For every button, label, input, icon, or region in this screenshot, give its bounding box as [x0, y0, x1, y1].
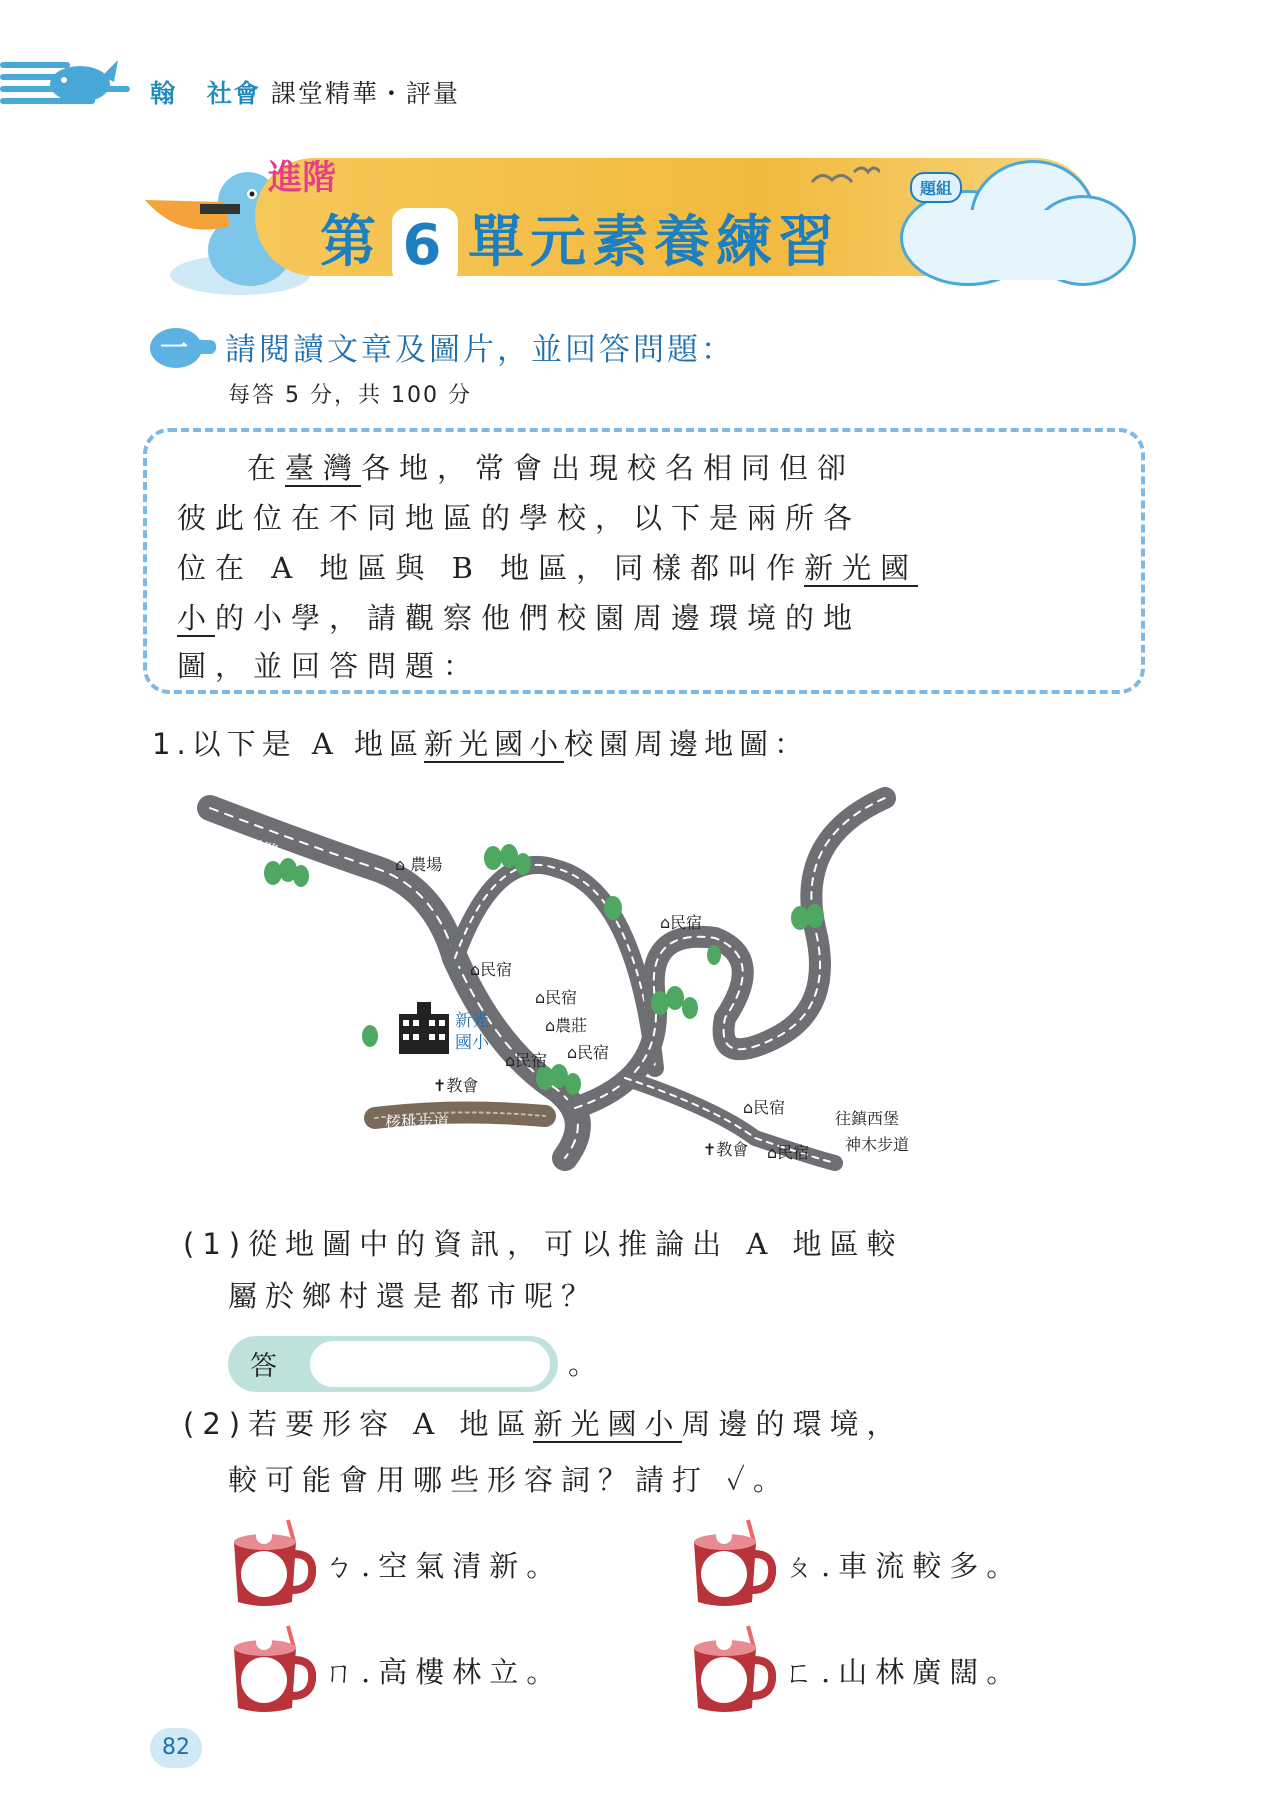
section-instruction: 請閱讀文章及圖片，並回答問題：: [225, 332, 735, 368]
bnb-label: ⌂民宿: [470, 960, 513, 979]
header-brand: 翰: [150, 79, 178, 108]
bnb-label: ⌂民宿: [743, 1098, 786, 1117]
answer-label: 答: [250, 1351, 277, 1382]
school-name: 新光國: [804, 551, 919, 585]
question-1: 1.以下是 A 地區新光國小校園周邊地圖：: [152, 727, 810, 761]
header-stripes: [0, 50, 150, 110]
title-badge: 題組: [910, 172, 962, 203]
answer-period: 。: [568, 1347, 598, 1381]
passage-line-3: 位在 A 地區與 B 地區，同樣都叫作新光國: [177, 551, 919, 585]
option-label: ㄆ.車流較多。: [784, 1548, 1024, 1583]
question-1-1: (1)從地圖中的資訊，可以推論出 A 地區較: [183, 1227, 904, 1261]
score-note: 每答 5 分，共 100 分: [228, 383, 472, 408]
option-label: ㄅ.空氣清新。: [324, 1548, 564, 1583]
title-unit-number: 6: [392, 208, 458, 284]
passage-line-2: 彼此位在不同地區的學校，以下是兩所各: [177, 501, 862, 535]
option-a[interactable]: [228, 1518, 563, 1610]
cup-checkbox-icon[interactable]: [228, 1624, 316, 1716]
option-d[interactable]: [688, 1624, 1023, 1716]
option-b[interactable]: [688, 1518, 1023, 1610]
reading-passage: [143, 428, 1145, 694]
option-label: ㄇ.高樓林立。: [324, 1654, 564, 1689]
passage-line-5: 圖，並回答問題：: [177, 649, 482, 683]
header-series: 課堂精華・評量: [270, 79, 460, 108]
title-prefix: 第: [320, 210, 382, 275]
bnb-label: ⌂民宿: [535, 988, 578, 1007]
church-label: ✝教會: [703, 1140, 749, 1159]
bnb-label: ⌂民宿: [767, 1143, 810, 1162]
title-level: 進階: [268, 158, 336, 198]
question-1-1-line2: 屬於鄉村還是都市呢？: [228, 1279, 599, 1313]
bnb-label: ⌂民宿: [567, 1043, 610, 1062]
bnb-label: ⌂民宿: [660, 913, 703, 932]
farm-label: ⌂ 農場: [395, 855, 443, 874]
school-name: 新光國小: [533, 1407, 682, 1441]
title-suffix: 單元素養練習: [468, 210, 840, 275]
birds-icon: [810, 160, 880, 190]
cup-checkbox-icon[interactable]: [688, 1518, 776, 1610]
header-subject: 社會: [206, 79, 261, 108]
bnb-label: ⌂民宿: [505, 1051, 548, 1070]
passage-line-4: 小的小學，請觀察他們校園周邊環境的地: [177, 601, 862, 635]
option-c[interactable]: [228, 1624, 563, 1716]
exit-label: 往鎮西堡: [835, 1109, 900, 1128]
page-number: 82: [150, 1728, 202, 1768]
farmhouse-label: ⌂農莊: [545, 1016, 588, 1035]
area-map: [195, 778, 1105, 1198]
page-title: [320, 198, 840, 284]
cup-checkbox-icon[interactable]: [228, 1518, 316, 1610]
option-label: ㄈ.山林廣闊。: [784, 1654, 1024, 1689]
exit-label: 神木步道: [845, 1135, 910, 1154]
church-label: ✝教會: [433, 1076, 479, 1095]
section-marker: 一: [160, 331, 189, 364]
trail-label: 核桃步道: [385, 1113, 450, 1132]
question-1-2-line2: 較可能會用哪些形容詞？請打 ✓。: [228, 1463, 790, 1497]
school-label: 新光: [455, 1011, 489, 1031]
answer-field[interactable]: [310, 1341, 550, 1387]
road-label: 新光道路: [214, 829, 281, 862]
cup-checkbox-icon[interactable]: [688, 1624, 776, 1716]
school-label: 國小: [455, 1033, 489, 1053]
place-name: 臺灣: [285, 451, 362, 485]
whale-icon: [40, 46, 120, 106]
answer-box: [228, 1336, 558, 1392]
school-icon: [399, 1002, 449, 1054]
passage-line-1: 在臺灣各地，常會出現校名相同但卻: [247, 451, 856, 485]
school-name: 新光國小: [424, 727, 565, 761]
question-1-2: (2)若要形容 A 地區新光國小周邊的環境，: [183, 1407, 904, 1441]
header-title: [150, 74, 460, 110]
